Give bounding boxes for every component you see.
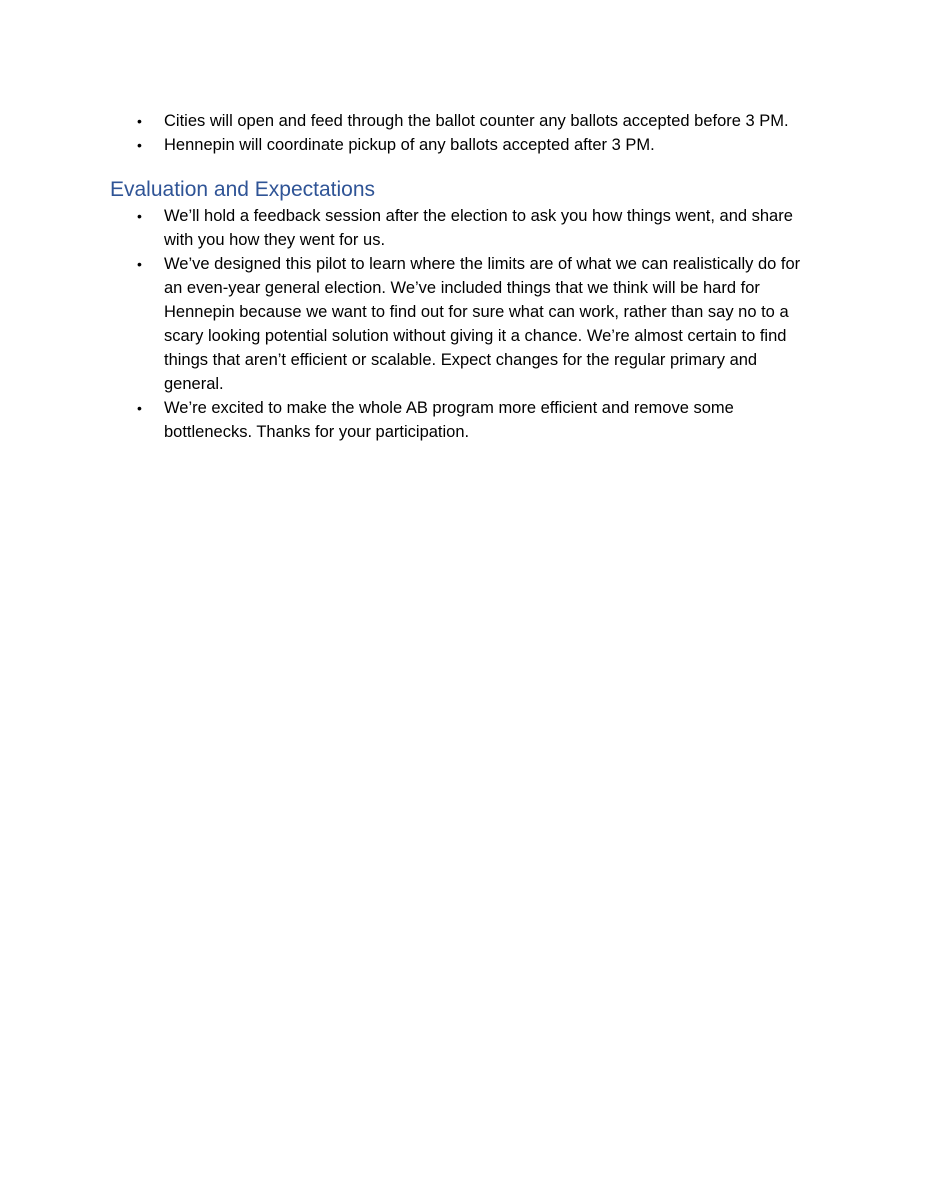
list-item-text: We’re excited to make the whole AB program more efficient and remove some bottlenecks. Thanks for your participation. <box>164 399 734 441</box>
list-item <box>110 204 818 252</box>
bullet-marker: • <box>137 113 142 129</box>
bullet-marker: • <box>137 137 142 153</box>
list-item-text: We’ll hold a feedback session after the election to ask you how things went, and share with you how they went for us. <box>164 207 793 249</box>
list-item-text: We’ve designed this pilot to learn where the limits are of what we can realistically do for an even-year general election. We’ve included things that we think will be hard for Hennepin because we want to find out for sure what can work, rather than say no to a scary looking potential solution without giving it a chance. We’re almost certain to find things that aren’t efficient or scalable. Expect changes for the regular primary and general. <box>164 255 801 393</box>
list-item <box>110 396 818 444</box>
evaluation-list <box>110 204 818 444</box>
bullet-marker: • <box>137 400 142 416</box>
list-item-text: Cities will open and feed through the ballot counter any ballots accepted before 3 PM. <box>164 112 789 130</box>
page-content <box>110 109 818 444</box>
list-item <box>110 109 818 133</box>
list-item-text: Hennepin will coordinate pickup of any ballots accepted after 3 PM. <box>164 136 655 154</box>
bullet-marker: • <box>137 208 142 224</box>
section-heading: Evaluation and Expectations <box>110 178 376 201</box>
list-item <box>110 133 818 157</box>
ballot-process-list <box>110 109 818 157</box>
bullet-marker: • <box>137 256 142 272</box>
list-item <box>110 252 818 396</box>
